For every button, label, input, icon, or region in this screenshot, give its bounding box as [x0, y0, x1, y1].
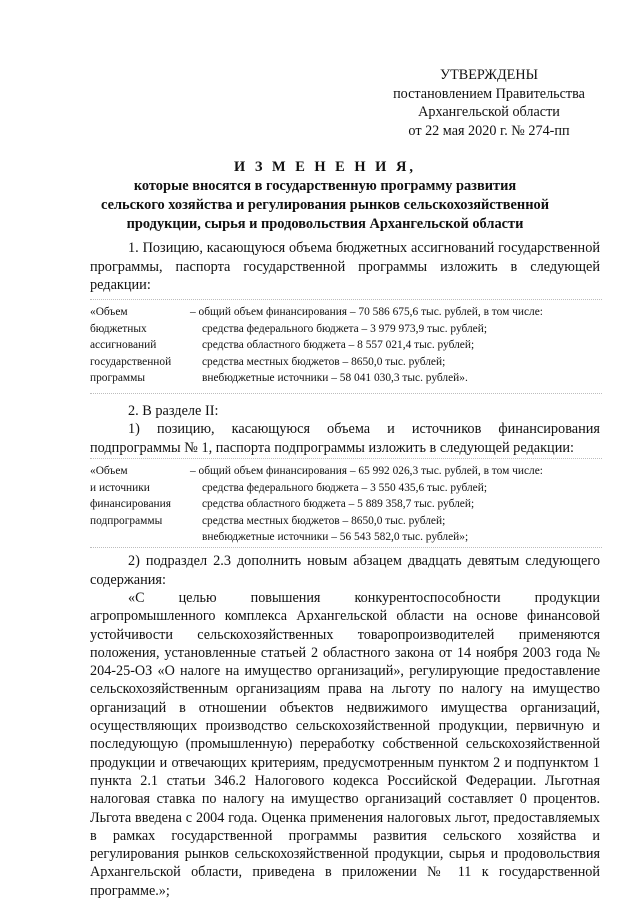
- table-2-label-line: «Объем: [90, 465, 128, 477]
- approval-line: Архангельской области: [418, 104, 560, 121]
- table-2-label-line: финансирования: [90, 498, 171, 511]
- table-1-federal: средства федерального бюджета – 3 979 973,9 тыс. рублей;: [202, 322, 488, 335]
- table-1-values: [190, 304, 600, 387]
- budget-table-1: [90, 304, 600, 388]
- table-2-local: средства местных бюджетов – 8650,0 тыс. рублей;: [202, 514, 446, 527]
- table-1-label: [90, 304, 186, 387]
- quoted-paragraph: «С целью повышения конкурентоспособности продукции агропромышленного комплекса Архангельской области на основе финансовой устойчивости сельскохозяйственных товаропроизводителей применяются положения, установленные статьей 2 областного закона от 14 ноября 2003 года № 204-25-ОЗ «О налоге на имущество организаций», регулирующие предоставление сельскохозяйственным организациям права на льготу по налогу на имущество организаций в отношении объектов недвижимого имущества организаций, осуществляющих производство сельскохозяйственной продукции, первичную и последующую (промышленную) переработку собственной сельскохозяйственной продукции и отвечающих критериям, предусмотренным пунктом 2 и подпунктом 1 пункта 2.1 статьи 346.2 Налогового кодекса Российской Федерации. Льготная налоговая ставка по налогу на имущество организаций составляет 0 процентов. Льгота введена с 2004 года. Оценка применения налоговых льгот, предоставляемых в рамках государственной программы развития сельского хозяйства и регулирования рынков сельскохозяйственной продукции, сырья и продовольствия Архангельской области, приведена в приложении № 11 к государственной программе.»;: [90, 590, 600, 899]
- table-2-label-line: подпрограммы: [90, 514, 163, 527]
- title-line: которые вносятся в государственную программу развития: [133, 178, 517, 194]
- table-1-label-line: программы: [90, 372, 145, 385]
- table-1-extrabudget: внебюджетные источники – 58 041 030,3 тыс. рублей».: [202, 372, 468, 385]
- table-2-top-border: [90, 458, 602, 459]
- table-2-values: [190, 463, 600, 546]
- table-1-label-line: государственной: [90, 355, 172, 368]
- point-2-sub-2: 2) подраздел 2.3 дополнить новым абзацем двадцать девятым следующего содержания:: [90, 553, 600, 588]
- approval-line: постановлением Правительства: [393, 85, 585, 102]
- title-line: продукции, сырья и продовольствия Архангельской области: [126, 216, 524, 232]
- table-1-label-line: «Объем: [90, 306, 128, 318]
- table-2-label: [90, 463, 186, 529]
- table-1-label-line: ассигнований: [90, 339, 157, 352]
- table-2-extrabudget: внебюджетные источники – 56 543 582,0 тыс. рублей»;: [202, 531, 469, 544]
- title-line: сельского хозяйства и регулирования рынков сельскохозяйственной: [101, 197, 549, 213]
- table-2-federal: средства федерального бюджета – 3 550 435,6 тыс. рублей;: [202, 481, 488, 494]
- approval-stamp: [380, 66, 598, 140]
- table-1-label-line: бюджетных: [90, 322, 147, 335]
- table-2-regional: средства областного бюджета – 5 889 358,7 тыс. рублей;: [202, 498, 475, 511]
- table-1-top-border: [90, 299, 602, 300]
- title-heading: И З М Е Н Е Н И Я,: [234, 159, 416, 175]
- approval-date: от 22 мая 2020 г. № 274-пп: [408, 122, 570, 139]
- point-2-heading: 2. В разделе II:: [128, 403, 219, 419]
- table-1-bottom-border: [90, 393, 602, 394]
- budget-table-2: [90, 463, 600, 547]
- point-1-paragraph: 1. Позицию, касающуюся объема бюджетных ассигнований государственной программы, паспорта государственной программы изложить в следующей редакции:: [90, 240, 600, 293]
- table-1-total: – общий объем финансирования – 70 586 675,6 тыс. рублей, в том числе:: [190, 306, 543, 318]
- table-1-regional: средства областного бюджета – 8 557 021,4 тыс. рублей;: [202, 339, 475, 352]
- point-2-sub-1: 1) позицию, касающуюся объема и источников финансирования подпрограммы № 1, паспорта подпрограммы изложить в следующей редакции:: [90, 421, 600, 456]
- approval-title: УТВЕРЖДЕНЫ: [440, 67, 538, 83]
- table-1-local: средства местных бюджетов – 8650,0 тыс. рублей;: [202, 355, 446, 368]
- table-2-label-line: и источники: [90, 481, 150, 494]
- document-title: [60, 158, 590, 234]
- table-2-total: – общий объем финансирования – 65 992 026,3 тыс. рублей, в том числе:: [190, 465, 543, 477]
- table-2-bottom-border: [90, 547, 602, 548]
